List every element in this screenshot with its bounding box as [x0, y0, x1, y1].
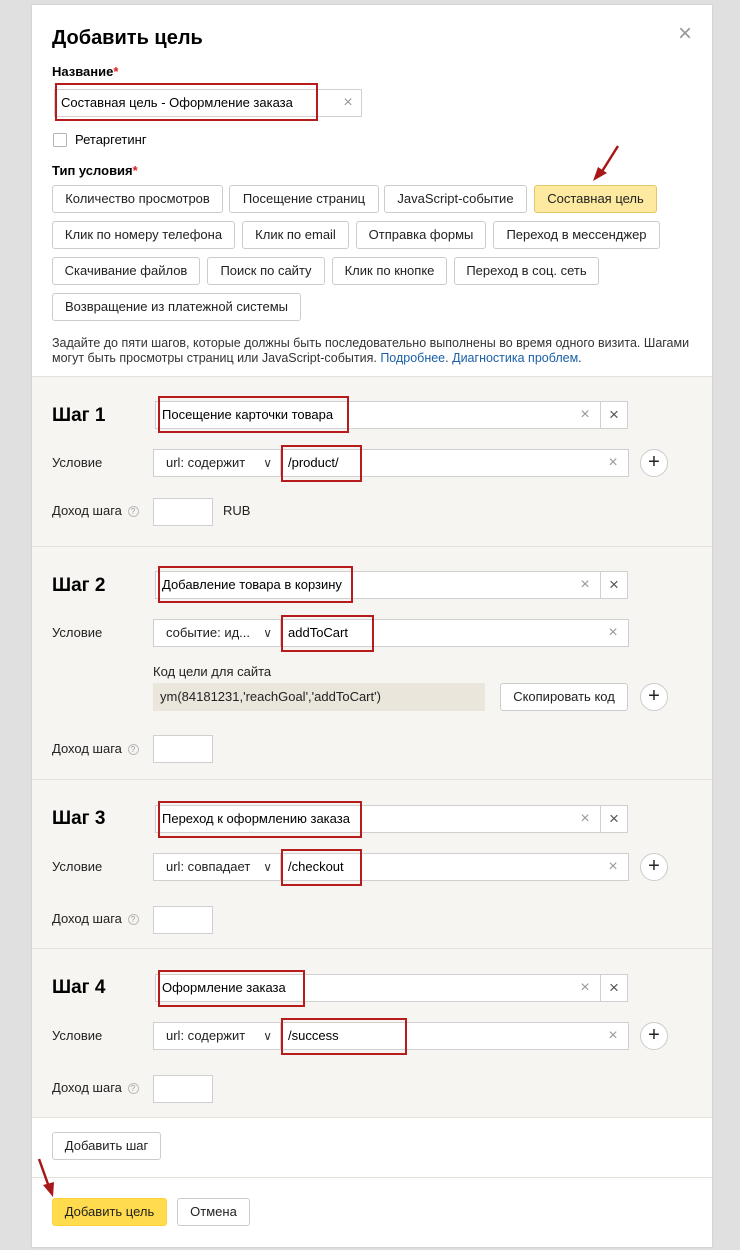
- required-mark: *: [132, 163, 138, 178]
- step-title: Шаг 3: [52, 808, 106, 829]
- income-label: [52, 911, 139, 926]
- help-icon[interactable]: ?: [128, 914, 139, 925]
- chip-page-visit[interactable]: Посещение страниц: [229, 185, 379, 213]
- hint-sep: .: [578, 351, 582, 365]
- condition-value: url: содержит: [166, 455, 246, 470]
- add-goal-dialog: [32, 5, 712, 1247]
- remove-step-icon[interactable]: ×: [600, 401, 628, 429]
- income-label: [52, 1080, 139, 1095]
- name-label: [52, 64, 118, 79]
- condition-input-value: /checkout: [288, 859, 344, 874]
- remove-step-icon[interactable]: ×: [600, 974, 628, 1002]
- step-name-input[interactable]: [155, 805, 601, 833]
- chip-form-submit[interactable]: Отправка формы: [356, 221, 486, 249]
- cancel-button[interactable]: Отмена: [177, 1198, 250, 1226]
- step-3: [32, 779, 712, 948]
- remove-step-icon[interactable]: ×: [600, 805, 628, 833]
- condition-label: Условие: [52, 625, 103, 640]
- chip-button-click[interactable]: Клик по кнопке: [332, 257, 447, 285]
- clear-icon[interactable]: ×: [608, 858, 618, 875]
- step-2: [32, 546, 712, 779]
- chevron-down-icon: ∨: [263, 860, 272, 874]
- chevron-down-icon: ∨: [263, 626, 272, 640]
- income-input[interactable]: [153, 1075, 213, 1103]
- condition-select[interactable]: [153, 449, 281, 477]
- step-name-input[interactable]: [155, 401, 601, 429]
- annotation-arrow: [590, 143, 622, 185]
- required-mark: *: [113, 64, 119, 79]
- clear-icon[interactable]: ×: [343, 94, 353, 111]
- step-name-value: Переход к оформлению заказа: [162, 811, 350, 826]
- condition-label: Условие: [52, 859, 103, 874]
- chevron-down-icon: ∨: [263, 1029, 272, 1043]
- step-name-value: Добавление товара в корзину: [162, 577, 342, 592]
- income-label-text: Доход шага: [52, 911, 122, 926]
- clear-icon[interactable]: ×: [580, 810, 590, 827]
- goal-name-input[interactable]: [54, 89, 362, 117]
- chip-views-count[interactable]: Количество просмотров: [52, 185, 223, 213]
- step-1: [32, 376, 712, 546]
- condition-input-value: /product/: [288, 455, 339, 470]
- close-icon[interactable]: ×: [677, 20, 692, 47]
- income-label-text: Доход шага: [52, 741, 122, 756]
- income-input[interactable]: [153, 735, 213, 763]
- hint-body: Задайте до пяти шагов, которые должны быть последовательно выполнены во время одного визита. Шагами могут быть просмотры страниц или JavaScript-события.: [52, 336, 690, 365]
- currency-label: RUB: [223, 503, 251, 518]
- more-link[interactable]: Подробнее: [380, 351, 446, 365]
- goal-code: ym(84181231,'reachGoal','addToCart'): [153, 683, 485, 711]
- chip-phone-click[interactable]: Клик по номеру телефона: [52, 221, 235, 249]
- step-name-value: Оформление заказа: [162, 980, 286, 995]
- condition-input-value: addToCart: [288, 625, 348, 640]
- add-condition-icon[interactable]: +: [640, 683, 668, 711]
- step-name-input[interactable]: [155, 571, 601, 599]
- add-condition-icon[interactable]: +: [640, 1022, 668, 1050]
- add-condition-icon[interactable]: +: [640, 853, 668, 881]
- step-name-input[interactable]: [155, 974, 601, 1002]
- condition-type-label-text: Тип условия: [52, 163, 133, 178]
- step-title: Шаг 1: [52, 405, 106, 426]
- income-input[interactable]: [153, 498, 213, 526]
- clear-icon[interactable]: ×: [580, 979, 590, 996]
- condition-value-input[interactable]: [281, 853, 629, 881]
- add-goal-button[interactable]: Добавить цель: [52, 1198, 167, 1226]
- add-step-button[interactable]: Добавить шаг: [52, 1132, 161, 1160]
- clear-icon[interactable]: ×: [580, 406, 590, 423]
- name-label-text: Название: [52, 64, 114, 79]
- add-condition-icon[interactable]: +: [640, 449, 668, 477]
- chip-file-download[interactable]: Скачивание файлов: [52, 257, 200, 285]
- chip-social-network[interactable]: Переход в соц. сеть: [454, 257, 599, 285]
- condition-value: url: совпадает: [166, 859, 251, 874]
- chip-messenger[interactable]: Переход в мессенджер: [493, 221, 660, 249]
- help-icon[interactable]: ?: [128, 1083, 139, 1094]
- clear-icon[interactable]: ×: [608, 454, 618, 471]
- chip-javascript-event[interactable]: JavaScript-событие: [384, 185, 527, 213]
- clear-icon[interactable]: ×: [580, 576, 590, 593]
- condition-value-input[interactable]: [281, 1022, 629, 1050]
- step-4: [32, 948, 712, 1117]
- chevron-down-icon: ∨: [263, 456, 272, 470]
- condition-input-value: /success: [288, 1028, 339, 1043]
- annotation-arrow: [34, 1155, 64, 1201]
- hint-text: [52, 336, 692, 366]
- divider: [32, 1117, 712, 1118]
- condition-label: Условие: [52, 1028, 103, 1043]
- step-title: Шаг 2: [52, 575, 106, 596]
- step-title: Шаг 4: [52, 977, 106, 998]
- condition-type-label: [52, 163, 138, 178]
- income-label-text: Доход шага: [52, 1080, 122, 1095]
- chip-composite-goal[interactable]: Составная цель: [534, 185, 657, 213]
- help-icon[interactable]: ?: [128, 744, 139, 755]
- income-label: [52, 741, 139, 756]
- condition-value: url: содержит: [166, 1028, 246, 1043]
- retargeting-label: Ретаргетинг: [75, 132, 147, 147]
- condition-select[interactable]: [153, 1022, 281, 1050]
- step-name-value: Посещение карточки товара: [162, 407, 334, 422]
- retargeting-checkbox[interactable]: [53, 133, 67, 147]
- clear-icon[interactable]: ×: [608, 1027, 618, 1044]
- diagnostics-link[interactable]: Диагностика проблем: [452, 351, 579, 365]
- hint-sep: .: [445, 351, 449, 365]
- goal-name-value: Составная цель - Оформление заказа: [61, 95, 293, 110]
- condition-label: Условие: [52, 455, 103, 470]
- chip-email-click[interactable]: Клик по email: [242, 221, 349, 249]
- condition-value: событие: ид...: [166, 625, 251, 640]
- condition-select[interactable]: [153, 619, 281, 647]
- condition-value-input[interactable]: [281, 619, 629, 647]
- condition-value-input[interactable]: [281, 449, 629, 477]
- chip-site-search[interactable]: Поиск по сайту: [207, 257, 325, 285]
- condition-select[interactable]: [153, 853, 281, 881]
- code-label: Код цели для сайта: [153, 664, 272, 679]
- divider: [32, 1177, 712, 1178]
- income-label: [52, 503, 139, 518]
- help-icon[interactable]: ?: [128, 506, 139, 517]
- clear-icon[interactable]: ×: [608, 624, 618, 641]
- remove-step-icon[interactable]: ×: [600, 571, 628, 599]
- copy-code-button[interactable]: Скопировать код: [500, 683, 628, 711]
- chip-payment-return[interactable]: Возвращение из платежной системы: [52, 293, 301, 321]
- income-label-text: Доход шага: [52, 503, 122, 518]
- income-input[interactable]: [153, 906, 213, 934]
- dialog-title: Добавить цель: [52, 27, 203, 49]
